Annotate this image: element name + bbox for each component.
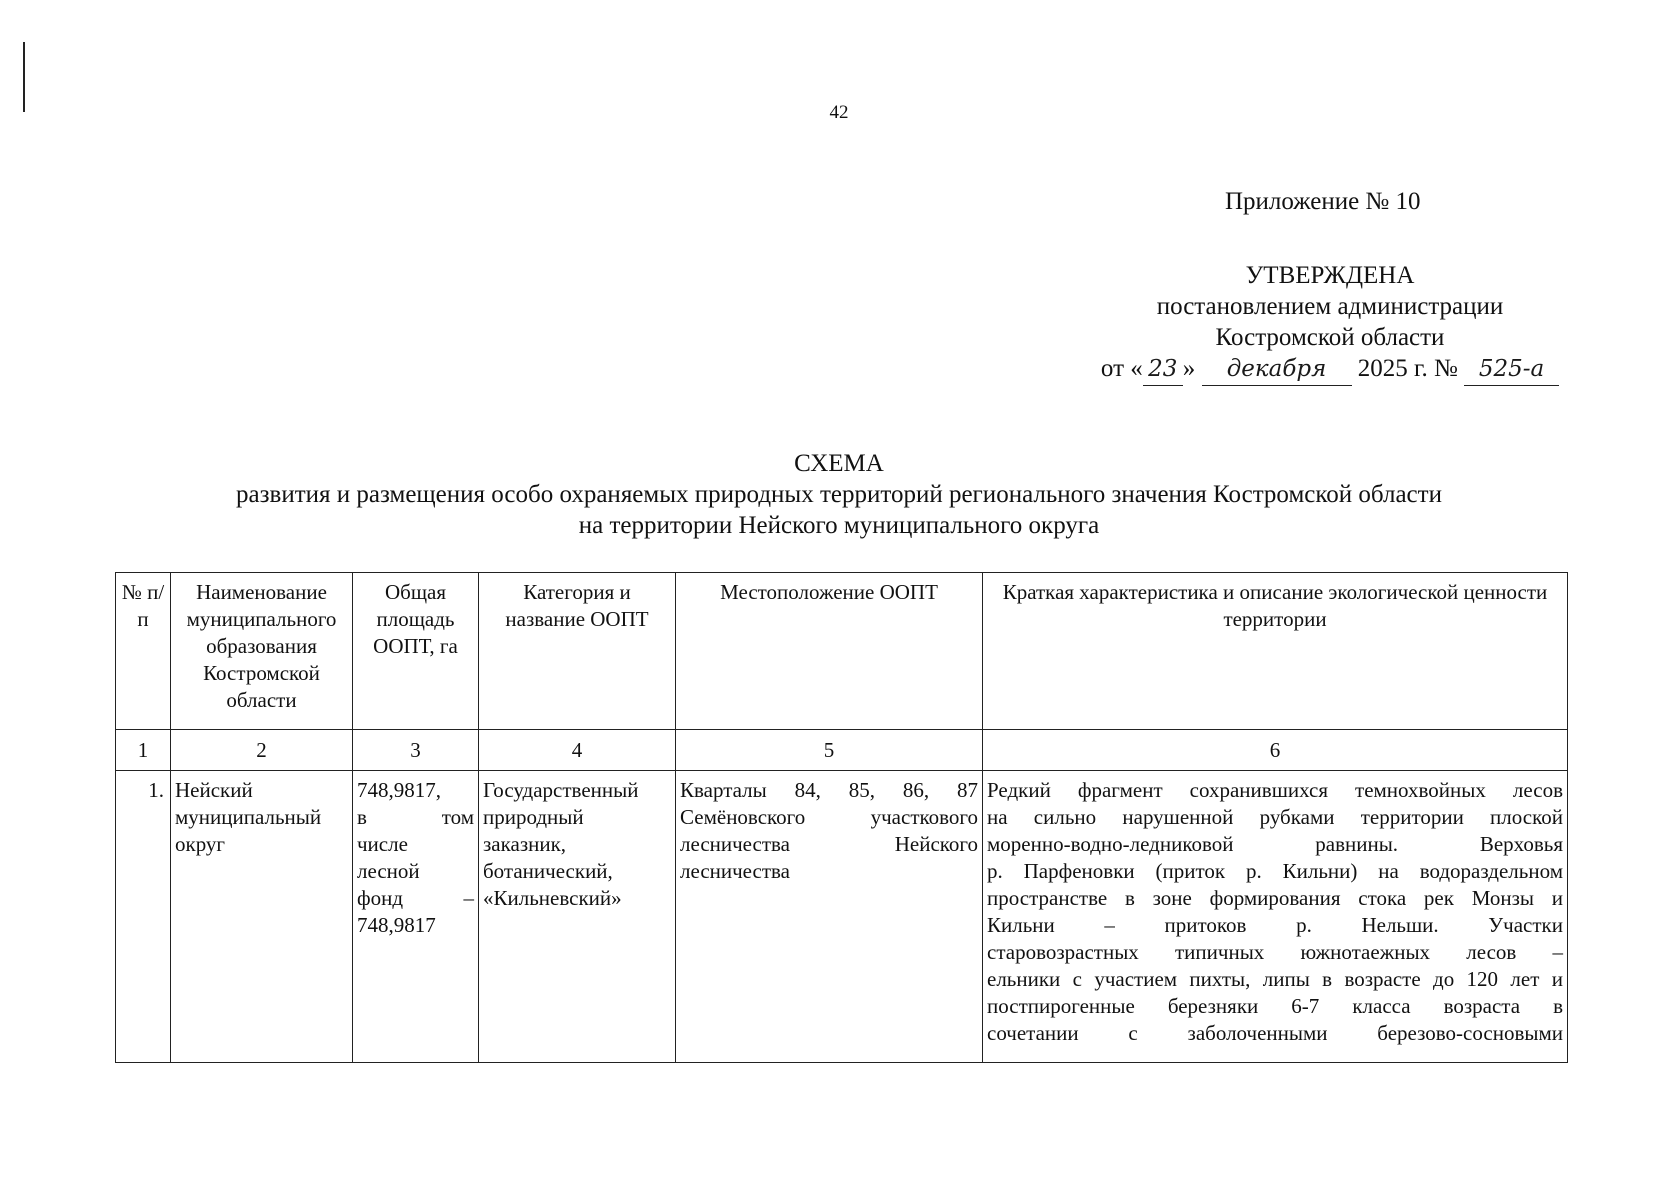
cell-line: природный xyxy=(483,805,584,829)
date-prefix: от « xyxy=(1100,355,1143,382)
cell-line: фонд – xyxy=(357,886,474,910)
column-number: 2 xyxy=(171,730,353,771)
document-title xyxy=(0,448,1678,541)
approval-heading: УТВЕРЖДЕНА xyxy=(1245,262,1415,289)
column-number: 1 xyxy=(116,730,171,771)
cell-line: постпирогенные березняки 6-7 класса возраста в xyxy=(987,994,1563,1018)
cell-line: старовозрастных типичных южнотаежных лесов – xyxy=(987,940,1563,964)
header-description: Краткая характеристика и описание экологической ценности территории xyxy=(983,573,1568,730)
date-year: 2025 г. № xyxy=(1357,355,1458,382)
cell-line: ботанический, xyxy=(483,859,613,883)
header-number: № п/п xyxy=(116,573,171,730)
cell-line: на сильно нарушенной рубками территории плоской xyxy=(987,805,1563,829)
cell-location xyxy=(676,771,983,1063)
cell-line: Кильни – притоков р. Нельши. Участки xyxy=(987,913,1563,937)
approval-block xyxy=(1090,260,1570,386)
header-municipality: Наименование муниципального образования Костромской области xyxy=(171,573,353,730)
column-number: 3 xyxy=(353,730,479,771)
cell-line: лесничества Нейского xyxy=(680,832,978,856)
document-number: 525-а xyxy=(1464,354,1559,386)
header-category: Категория и название ООПТ xyxy=(479,573,676,730)
oopt-table xyxy=(115,572,1568,1063)
cell-line: округ xyxy=(175,832,226,856)
cell-category xyxy=(479,771,676,1063)
cell-municipality xyxy=(171,771,353,1063)
title-heading: СХЕМА xyxy=(794,450,884,477)
column-number: 4 xyxy=(479,730,676,771)
cell-line: лесной xyxy=(357,859,420,883)
cell-line: лесничества xyxy=(680,859,790,883)
table-header-row xyxy=(116,573,1568,730)
header-area: Общая площадь ООПТ, га xyxy=(353,573,479,730)
row-number: 1. xyxy=(116,771,171,1063)
table-row xyxy=(116,771,1568,1063)
approval-line-1: постановлением администрации xyxy=(1156,293,1504,320)
cell-line: Нейский xyxy=(175,778,253,802)
cell-line: ельники с участием пихты, липы в возрасте до 120 лет и xyxy=(987,967,1563,991)
cell-line: Семёновского участкового xyxy=(680,805,978,829)
cell-description xyxy=(983,771,1568,1063)
column-number: 5 xyxy=(676,730,983,771)
cell-area xyxy=(353,771,479,1063)
header-location: Местоположение ООПТ xyxy=(676,573,983,730)
cell-line: в том xyxy=(357,805,474,829)
cell-line: моренно-водно-ледниковой равнины. Верховья xyxy=(987,832,1563,856)
title-line-2: на территории Нейского муниципального округа xyxy=(578,512,1100,539)
date-mid: » xyxy=(1182,355,1196,382)
date-month: декабря xyxy=(1202,354,1352,386)
date-day: 23 xyxy=(1143,354,1183,386)
cell-line: 748,9817 xyxy=(357,913,436,937)
page-number: 42 xyxy=(829,102,849,123)
cell-line: заказник, xyxy=(483,832,567,856)
approval-line-2: Костромской области xyxy=(1215,324,1445,351)
cell-line: пространстве в зоне формирования стока рек Монзы и xyxy=(987,886,1563,910)
column-number: 6 xyxy=(983,730,1568,771)
cell-line: числе xyxy=(357,832,408,856)
cell-line: Редкий фрагмент сохранившихся темнохвойных лесов xyxy=(987,778,1563,802)
appendix-label: Приложение № 10 xyxy=(1225,188,1421,215)
column-number-row xyxy=(116,730,1568,771)
title-line-1: развития и размещения особо охраняемых природных территорий регионального значения Костромской области xyxy=(236,481,1442,508)
cell-line: р. Парфеновки (приток р. Кильни) на водораздельном xyxy=(987,859,1563,883)
cell-line: 748,9817, xyxy=(357,778,441,802)
cell-line: Кварталы 84, 85, 86, 87 xyxy=(680,778,978,802)
approval-date-line xyxy=(1090,353,1570,386)
cell-line: муниципальный xyxy=(175,805,322,829)
cell-line: «Кильневский» xyxy=(483,886,622,910)
cell-line: сочетании с заболоченными березово-сосновыми xyxy=(987,1021,1563,1045)
cell-line: Государственный xyxy=(483,778,639,802)
